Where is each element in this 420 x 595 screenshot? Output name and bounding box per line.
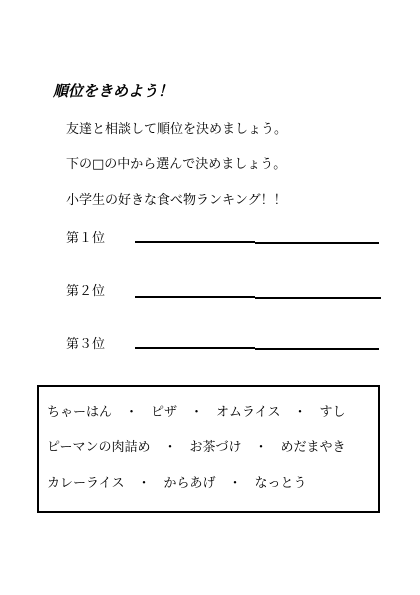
food-choices-row: カレーライス ・ からあげ ・ なっとう xyxy=(47,476,307,491)
rank-3-answer-line xyxy=(135,347,255,349)
rank-2-answer-line-segment xyxy=(255,297,381,299)
rank-1-answer-line-segment xyxy=(255,242,379,244)
instruction-ranking-topic: 小学生の好きな食べ物ランキング！！ xyxy=(66,193,287,208)
food-choices-box xyxy=(37,385,380,513)
instruction-consult-friends: 友達と相談して順位を決めましょう。 xyxy=(66,122,288,137)
rank-1-answer-line xyxy=(135,241,255,243)
rank-3-label: 第３位 xyxy=(66,337,106,352)
instruction-choose-from-box: 下の□の中から選んで決めましょう。 xyxy=(66,157,287,172)
worksheet-title: 順位をきめよう！ xyxy=(53,82,174,100)
rank-1-label: 第１位 xyxy=(66,231,106,246)
rank-3-answer-line-segment xyxy=(255,348,379,350)
rank-2-label: 第２位 xyxy=(66,284,106,299)
rank-2-answer-line xyxy=(135,296,255,298)
food-choices-row: ちゃーはん ・ ピザ ・ オムライス ・ すし xyxy=(47,405,346,420)
food-choices-row: ピーマンの肉詰め ・ お茶づけ ・ めだまやき xyxy=(47,440,346,455)
